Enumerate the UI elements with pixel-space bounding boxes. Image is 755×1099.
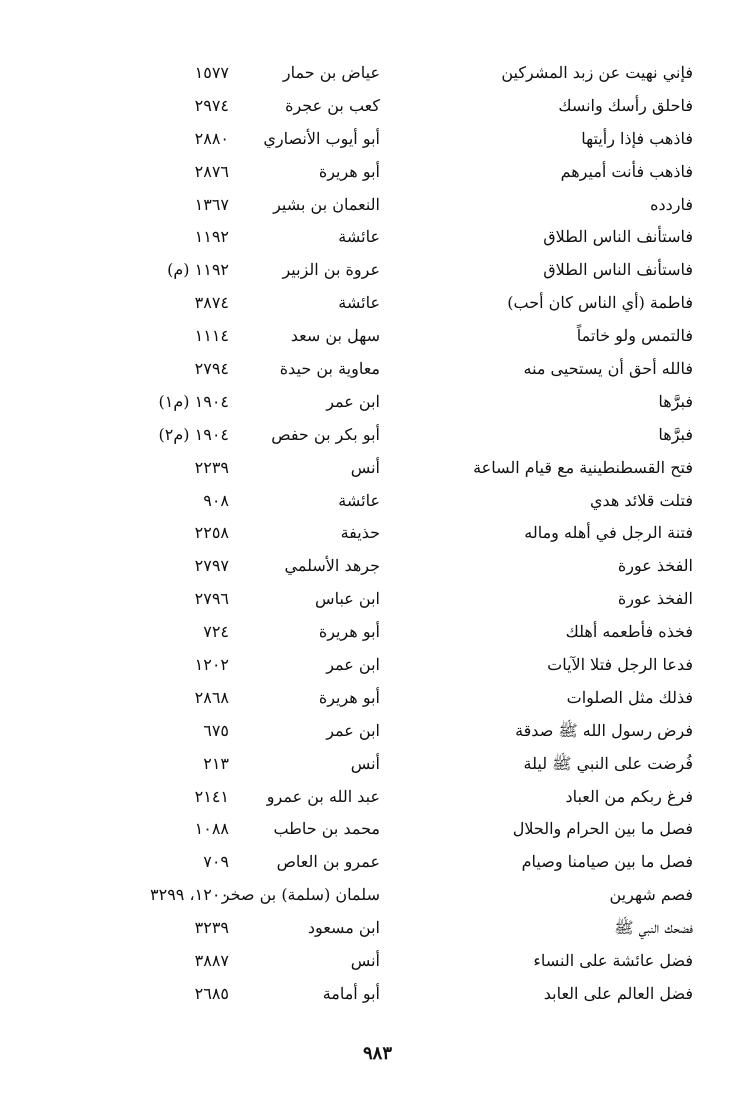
- narrator-name: معاوية بن حيدة: [279, 359, 380, 379]
- index-row: [0, 486, 755, 519]
- narrator-name: كعب بن عجرة: [285, 95, 380, 115]
- index-row: [0, 979, 755, 1012]
- index-row: [0, 222, 755, 255]
- hadith-number: ١٠٨٨: [194, 819, 229, 839]
- hadith-number: ٢٢٣٩: [194, 457, 229, 477]
- hadith-number: ١١٩٢: [194, 227, 229, 247]
- hadith-number: ١٢٠٢: [194, 655, 229, 675]
- hadith-number: ٩٠٨: [203, 490, 229, 510]
- hadith-text: فاذهب فأنت أميرهم: [560, 161, 693, 181]
- index-row: [0, 946, 755, 979]
- narrator-name: جرهد الأسلمي: [284, 556, 380, 576]
- index-row: [0, 617, 755, 650]
- narrator-name: ابن عمر: [326, 655, 380, 675]
- hadith-number: ١١٩٢ (م): [167, 260, 229, 280]
- index-row: [0, 91, 755, 124]
- hadith-text: فذلك مثل الصلوات: [566, 687, 693, 707]
- hadith-text: فصل ما بين صيامنا وصيام: [521, 852, 693, 872]
- index-row: [0, 58, 755, 91]
- index-row: [0, 255, 755, 288]
- hadith-number: ٣٨٧٤: [194, 293, 229, 313]
- index-row: [0, 814, 755, 847]
- index-row: [0, 190, 755, 223]
- index-row: [0, 321, 755, 354]
- hadith-text: فرض رسول الله ﷺ صدقة: [515, 720, 693, 740]
- index-row: [0, 847, 755, 880]
- hadith-text: فرغ ربكم من العباد: [565, 786, 693, 806]
- index-row: [0, 387, 755, 420]
- hadith-text: فضحك النبي ﷺ: [614, 918, 693, 938]
- narrator-name: عائشة: [338, 227, 380, 247]
- hadith-text: فضل العالم على العابد: [543, 983, 693, 1003]
- narrator-name: عائشة: [338, 490, 380, 510]
- hadith-text: فالله أحق أن يستحيى منه: [523, 359, 693, 379]
- hadith-text: فاستأنف الناس الطلاق: [543, 227, 693, 247]
- hadith-number: ٦٧٥: [203, 720, 229, 740]
- hadith-text: فتنة الرجل في أهله وماله: [524, 523, 693, 543]
- index-row: [0, 584, 755, 617]
- hadith-number: ٢٢٥٨: [194, 523, 229, 543]
- hadith-number: ١١١٤: [194, 326, 229, 346]
- index-row: [0, 913, 755, 946]
- narrator-name: أبو أمامة: [322, 983, 380, 1003]
- narrator-name: عبد الله بن عمرو: [266, 786, 380, 806]
- hadith-text: فاحلق رأسك وانسك: [558, 95, 693, 115]
- hadith-index-table: [0, 58, 755, 1012]
- narrator-name: أنس: [350, 753, 380, 773]
- hadith-number: ١٥٧٧: [194, 63, 229, 82]
- narrator-name: ابن عمر: [326, 720, 380, 740]
- narrator-name: أبو هريرة: [318, 622, 380, 642]
- hadith-text: فصم شهرين: [609, 885, 693, 905]
- hadith-text: فُرضت على النبي ﷺ ليلة: [523, 753, 693, 773]
- index-row: [0, 716, 755, 749]
- index-row: [0, 749, 755, 782]
- narrator-name: أبو أيوب الأنصاري: [263, 128, 380, 148]
- hadith-text: الفخذ عورة: [617, 589, 693, 609]
- index-row: [0, 683, 755, 716]
- narrator-name: عمرو بن العاص: [276, 852, 380, 872]
- index-row: [0, 880, 755, 913]
- narrator-name: سهل بن سعد: [290, 326, 380, 346]
- hadith-number: ٢٨٧٦: [194, 161, 229, 181]
- index-row: [0, 354, 755, 387]
- hadith-number: ٧٢٤: [203, 622, 229, 642]
- narrator-name: ابن مسعود: [307, 918, 380, 938]
- hadith-text: فصل ما بين الحرام والحلال: [512, 819, 693, 839]
- index-row: [0, 518, 755, 551]
- page-number: ٩٨٣: [362, 1043, 392, 1064]
- index-row: [0, 124, 755, 157]
- narrator-name: أبو بكر بن حفص: [271, 424, 380, 444]
- narrator-name: عياض بن حمار: [282, 63, 380, 82]
- hadith-number: ٣٨٨٧: [194, 951, 229, 971]
- hadith-number: ٢٨٦٨: [194, 687, 229, 707]
- narrator-name: سلمان (سلمة) بن صخر: [221, 885, 380, 905]
- hadith-number: ٧٠٩: [203, 852, 229, 872]
- hadith-text: فبرَّها: [658, 391, 693, 411]
- index-row: [0, 453, 755, 486]
- index-row: [0, 420, 755, 453]
- hadith-text: فالتمس ولو خاتماً: [576, 326, 693, 346]
- hadith-number: ٢١٤١: [194, 786, 229, 806]
- hadith-number: ٢٨٨٠: [194, 128, 229, 148]
- narrator-name: ابن عباس: [315, 589, 380, 609]
- hadith-number: ٢١٣: [203, 753, 229, 773]
- narrator-name: حذيفة: [340, 523, 380, 543]
- hadith-number: ١٩٠٤ (م١): [158, 391, 229, 411]
- hadith-text: فضل عائشة على النساء: [533, 951, 693, 971]
- hadith-number: ٢٦٨٥: [194, 983, 229, 1003]
- narrator-name: أنس: [350, 457, 380, 477]
- hadith-text: فاذهب فإذا رأيتها: [581, 128, 693, 148]
- hadith-text: فاستأنف الناس الطلاق: [543, 260, 693, 280]
- hadith-number: ٣٢٣٩: [194, 918, 229, 938]
- hadith-number: ٢٩٧٤: [194, 95, 229, 115]
- index-row: [0, 157, 755, 190]
- hadith-text: فتح القسطنطينية مع قيام الساعة: [473, 457, 693, 477]
- narrator-name: أبو هريرة: [318, 161, 380, 181]
- hadith-number: ١٢٠٠، ٣٢٩٩: [150, 885, 229, 905]
- hadith-text: فخذه فأطعمه أهلك: [565, 622, 693, 642]
- hadith-number: ٢٧٩٦: [194, 589, 229, 609]
- hadith-number: ٢٧٩٤: [194, 359, 229, 379]
- hadith-text: فدعا الرجل فتلا الآيات: [547, 655, 693, 675]
- hadith-number: ٢٧٩٧: [194, 556, 229, 576]
- hadith-text: فتلت قلائد هدي: [589, 490, 693, 510]
- narrator-name: أنس: [350, 951, 380, 971]
- hadith-number: ١٩٠٤ (م٢): [158, 424, 229, 444]
- index-row: [0, 782, 755, 815]
- narrator-name: عروة بن الزبير: [282, 260, 380, 280]
- hadith-text: فبرَّها: [658, 424, 693, 444]
- hadith-text: فاردده: [650, 194, 693, 214]
- hadith-text: الفخذ عورة: [617, 556, 693, 576]
- narrator-name: أبو هريرة: [318, 687, 380, 707]
- hadith-text: فإني نهيت عن زبد المشركين: [501, 63, 693, 82]
- narrator-name: النعمان بن بشير: [273, 194, 380, 214]
- hadith-number: ١٣٦٧: [194, 194, 229, 214]
- index-row: [0, 650, 755, 683]
- hadith-text: فاطمة (أي الناس كان أحب): [507, 293, 693, 313]
- index-row: [0, 288, 755, 321]
- narrator-name: ابن عمر: [326, 391, 380, 411]
- narrator-name: عائشة: [338, 293, 380, 313]
- narrator-name: محمد بن حاطب: [273, 819, 380, 839]
- index-row: [0, 551, 755, 584]
